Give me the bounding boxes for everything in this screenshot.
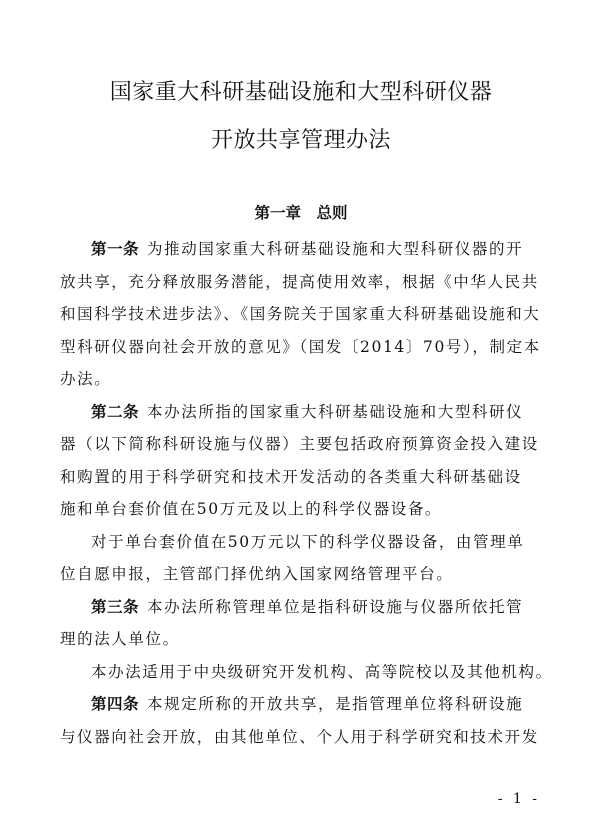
body-line-text: 为推动国家重大科研基础设施和大型科研仪器的开 <box>147 240 524 258</box>
body-line <box>60 688 548 721</box>
document-title-line-2: 开放共享管理办法 <box>210 128 391 153</box>
body-line-text: 与仪器向社会开放，由其他单位、个人用于科学研究和技术开发 <box>60 727 539 746</box>
page-number: - 1 - <box>497 791 540 807</box>
body-line-text: 放共享，充分释放服务潜能，提高使用效率，根据《中华人民共 <box>60 272 539 291</box>
body-line <box>60 298 548 331</box>
body-line-text: 本办法适用于中央级研究开发机构、高等院校以及其他机构。 <box>91 662 553 681</box>
document-title-line-1: 国家重大科研基础设施和大型科研仪器 <box>109 80 493 105</box>
document-body <box>60 233 553 753</box>
body-line-text: 本办法所指的国家重大科研基础设施和大型科研仪 <box>147 402 524 421</box>
body-line <box>60 623 548 656</box>
body-line-text: 器（以下简称科研设施与仪器）主要包括政府预算资金投入建设 <box>60 435 539 453</box>
body-line <box>60 461 548 494</box>
body-line <box>60 396 548 429</box>
body-line-text: 本规定所称的开放共享，是指管理单位将科研设施 <box>147 695 524 713</box>
body-line <box>60 266 548 299</box>
body-line-text: 施和单台套价值在50万元及以上的科学仪器设备。 <box>60 500 443 518</box>
body-line <box>60 363 548 396</box>
body-line-text: 和购置的用于科学研究和技术开发活动的各类重大科研基础设 <box>60 467 522 486</box>
body-line-text: 型科研仪器向社会开放的意见》（国发〔2014〕70号），制定本 <box>60 337 541 356</box>
chapter-heading: 第一章 总则 <box>254 204 348 222</box>
article-label: 第四条 <box>91 695 140 713</box>
article-label: 第二条 <box>91 402 140 421</box>
body-line-text: 理的法人单位。 <box>60 630 180 648</box>
body-line-text: 办法。 <box>60 370 112 388</box>
body-line <box>60 721 548 754</box>
body-line <box>60 558 548 591</box>
body-line-text: 本办法所称管理单位是指科研设施与仪器所依托管 <box>147 597 524 616</box>
body-line <box>60 656 553 689</box>
body-line <box>60 493 548 526</box>
article-label: 第一条 <box>91 240 140 258</box>
body-line-text: 和国科学技术进步法》、《国务院关于国家重大科研基础设施和大 <box>60 305 541 323</box>
body-line-text: 对于单台套价值在50万元以下的科学仪器设备，由管理单 <box>91 532 525 551</box>
body-line <box>60 331 548 364</box>
body-line-text: 位自愿申报，主管部门择优纳入国家网络管理平台。 <box>60 565 454 583</box>
body-line <box>60 233 548 266</box>
article-label: 第三条 <box>91 597 140 616</box>
body-line <box>60 428 548 461</box>
body-line <box>60 591 548 624</box>
body-line <box>60 526 548 559</box>
